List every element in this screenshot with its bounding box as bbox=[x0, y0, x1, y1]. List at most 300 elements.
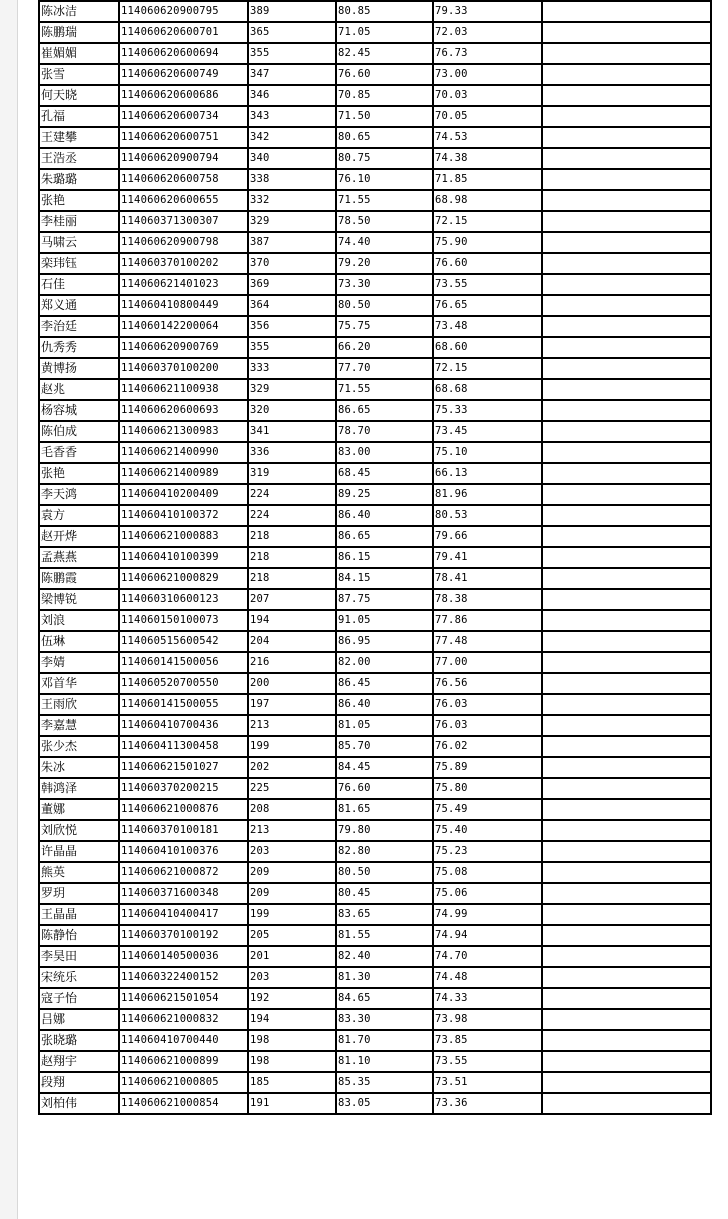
cell-written-score: 197 bbox=[248, 694, 336, 715]
cell-remark bbox=[542, 967, 711, 988]
cell-name: 郑义通 bbox=[39, 295, 119, 316]
cell-remark bbox=[542, 400, 711, 421]
table-row bbox=[39, 232, 711, 253]
cell-remark bbox=[542, 169, 711, 190]
cell-exam-id: 114060620600734 bbox=[119, 106, 248, 127]
cell-total-score: 74.99 bbox=[433, 904, 542, 925]
table-row bbox=[39, 925, 711, 946]
cell-total-score: 76.03 bbox=[433, 694, 542, 715]
cell-remark bbox=[542, 610, 711, 631]
cell-total-score: 79.66 bbox=[433, 526, 542, 547]
cell-written-score: 204 bbox=[248, 631, 336, 652]
cell-written-score: 192 bbox=[248, 988, 336, 1009]
cell-written-score: 342 bbox=[248, 127, 336, 148]
cell-total-score: 75.80 bbox=[433, 778, 542, 799]
cell-interview-score: 78.70 bbox=[336, 421, 433, 442]
table-row bbox=[39, 1009, 711, 1030]
cell-interview-score: 78.50 bbox=[336, 211, 433, 232]
cell-written-score: 329 bbox=[248, 379, 336, 400]
cell-exam-id: 114060370100192 bbox=[119, 925, 248, 946]
cell-name: 陈冰洁 bbox=[39, 1, 119, 22]
cell-interview-score: 79.20 bbox=[336, 253, 433, 274]
cell-interview-score: 71.50 bbox=[336, 106, 433, 127]
cell-interview-score: 80.75 bbox=[336, 148, 433, 169]
cell-name: 王晶晶 bbox=[39, 904, 119, 925]
cell-interview-score: 81.05 bbox=[336, 715, 433, 736]
table-row bbox=[39, 190, 711, 211]
cell-name: 毛香香 bbox=[39, 442, 119, 463]
cell-remark bbox=[542, 673, 711, 694]
cell-exam-id: 114060620900769 bbox=[119, 337, 248, 358]
cell-written-score: 191 bbox=[248, 1093, 336, 1114]
cell-exam-id: 114060621000876 bbox=[119, 799, 248, 820]
cell-interview-score: 84.15 bbox=[336, 568, 433, 589]
cell-name: 陈鹏霞 bbox=[39, 568, 119, 589]
table-row bbox=[39, 1051, 711, 1072]
table-row bbox=[39, 421, 711, 442]
cell-interview-score: 83.00 bbox=[336, 442, 433, 463]
cell-exam-id: 114060410100376 bbox=[119, 841, 248, 862]
cell-exam-id: 114060371300307 bbox=[119, 211, 248, 232]
table-row bbox=[39, 631, 711, 652]
cell-name: 何天晓 bbox=[39, 85, 119, 106]
cell-exam-id: 114060620600694 bbox=[119, 43, 248, 64]
cell-written-score: 347 bbox=[248, 64, 336, 85]
cell-interview-score: 82.40 bbox=[336, 946, 433, 967]
cell-interview-score: 91.05 bbox=[336, 610, 433, 631]
cell-interview-score: 84.65 bbox=[336, 988, 433, 1009]
cell-remark bbox=[542, 442, 711, 463]
cell-exam-id: 114060620600751 bbox=[119, 127, 248, 148]
cell-total-score: 73.55 bbox=[433, 274, 542, 295]
cell-written-score: 198 bbox=[248, 1051, 336, 1072]
cell-written-score: 389 bbox=[248, 1, 336, 22]
cell-written-score: 200 bbox=[248, 673, 336, 694]
cell-total-score: 72.03 bbox=[433, 22, 542, 43]
cell-remark bbox=[542, 106, 711, 127]
score-table-container bbox=[38, 0, 710, 1115]
cell-remark bbox=[542, 652, 711, 673]
cell-name: 朱璐璐 bbox=[39, 169, 119, 190]
cell-remark bbox=[542, 589, 711, 610]
cell-interview-score: 82.00 bbox=[336, 652, 433, 673]
cell-exam-id: 114060620600655 bbox=[119, 190, 248, 211]
cell-exam-id: 114060621000872 bbox=[119, 862, 248, 883]
cell-name: 宋统乐 bbox=[39, 967, 119, 988]
cell-total-score: 73.00 bbox=[433, 64, 542, 85]
cell-interview-score: 87.75 bbox=[336, 589, 433, 610]
cell-name: 朱冰 bbox=[39, 757, 119, 778]
cell-interview-score: 86.40 bbox=[336, 694, 433, 715]
cell-interview-score: 75.75 bbox=[336, 316, 433, 337]
cell-total-score: 75.90 bbox=[433, 232, 542, 253]
cell-exam-id: 114060141500055 bbox=[119, 694, 248, 715]
cell-total-score: 74.70 bbox=[433, 946, 542, 967]
cell-interview-score: 80.45 bbox=[336, 883, 433, 904]
cell-remark bbox=[542, 757, 711, 778]
table-row bbox=[39, 337, 711, 358]
cell-exam-id: 114060370100181 bbox=[119, 820, 248, 841]
cell-exam-id: 114060621000805 bbox=[119, 1072, 248, 1093]
cell-written-score: 213 bbox=[248, 715, 336, 736]
table-row bbox=[39, 841, 711, 862]
cell-total-score: 71.85 bbox=[433, 169, 542, 190]
table-row bbox=[39, 883, 711, 904]
cell-total-score: 76.03 bbox=[433, 715, 542, 736]
cell-total-score: 72.15 bbox=[433, 211, 542, 232]
cell-remark bbox=[542, 274, 711, 295]
cell-exam-id: 114060621000832 bbox=[119, 1009, 248, 1030]
table-row bbox=[39, 505, 711, 526]
cell-remark bbox=[542, 925, 711, 946]
table-row bbox=[39, 1093, 711, 1114]
table-row bbox=[39, 610, 711, 631]
table-row bbox=[39, 316, 711, 337]
cell-interview-score: 80.50 bbox=[336, 295, 433, 316]
cell-name: 赵翔宇 bbox=[39, 1051, 119, 1072]
cell-total-score: 81.96 bbox=[433, 484, 542, 505]
cell-written-score: 224 bbox=[248, 505, 336, 526]
cell-interview-score: 86.65 bbox=[336, 526, 433, 547]
cell-name: 石佳 bbox=[39, 274, 119, 295]
cell-total-score: 70.05 bbox=[433, 106, 542, 127]
cell-written-score: 218 bbox=[248, 526, 336, 547]
table-row bbox=[39, 1030, 711, 1051]
cell-exam-id: 114060141500056 bbox=[119, 652, 248, 673]
cell-name: 陈伯成 bbox=[39, 421, 119, 442]
cell-remark bbox=[542, 148, 711, 169]
cell-written-score: 205 bbox=[248, 925, 336, 946]
cell-remark bbox=[542, 253, 711, 274]
cell-name: 黄博扬 bbox=[39, 358, 119, 379]
cell-exam-id: 114060621000899 bbox=[119, 1051, 248, 1072]
cell-total-score: 68.98 bbox=[433, 190, 542, 211]
cell-written-score: 329 bbox=[248, 211, 336, 232]
cell-exam-id: 114060310600123 bbox=[119, 589, 248, 610]
cell-name: 王雨欣 bbox=[39, 694, 119, 715]
cell-total-score: 77.86 bbox=[433, 610, 542, 631]
cell-name: 董娜 bbox=[39, 799, 119, 820]
cell-written-score: 213 bbox=[248, 820, 336, 841]
cell-exam-id: 114060322400152 bbox=[119, 967, 248, 988]
table-row bbox=[39, 253, 711, 274]
cell-exam-id: 114060621501054 bbox=[119, 988, 248, 1009]
cell-remark bbox=[542, 631, 711, 652]
table-row bbox=[39, 799, 711, 820]
cell-interview-score: 86.95 bbox=[336, 631, 433, 652]
score-table-body bbox=[39, 1, 711, 1114]
cell-exam-id: 114060520700550 bbox=[119, 673, 248, 694]
cell-written-score: 343 bbox=[248, 106, 336, 127]
cell-interview-score: 85.70 bbox=[336, 736, 433, 757]
cell-interview-score: 86.45 bbox=[336, 673, 433, 694]
cell-written-score: 346 bbox=[248, 85, 336, 106]
cell-exam-id: 114060620600758 bbox=[119, 169, 248, 190]
cell-interview-score: 77.70 bbox=[336, 358, 433, 379]
cell-total-score: 76.60 bbox=[433, 253, 542, 274]
cell-written-score: 203 bbox=[248, 841, 336, 862]
cell-interview-score: 80.65 bbox=[336, 127, 433, 148]
cell-remark bbox=[542, 568, 711, 589]
table-row bbox=[39, 694, 711, 715]
cell-interview-score: 81.30 bbox=[336, 967, 433, 988]
cell-written-score: 338 bbox=[248, 169, 336, 190]
table-row bbox=[39, 358, 711, 379]
cell-written-score: 341 bbox=[248, 421, 336, 442]
cell-interview-score: 82.80 bbox=[336, 841, 433, 862]
cell-interview-score: 73.30 bbox=[336, 274, 433, 295]
score-table bbox=[38, 0, 712, 1115]
cell-remark bbox=[542, 463, 711, 484]
cell-exam-id: 114060370200215 bbox=[119, 778, 248, 799]
cell-interview-score: 71.05 bbox=[336, 22, 433, 43]
table-row bbox=[39, 715, 711, 736]
cell-remark bbox=[542, 505, 711, 526]
cell-total-score: 75.23 bbox=[433, 841, 542, 862]
table-row bbox=[39, 820, 711, 841]
cell-total-score: 75.89 bbox=[433, 757, 542, 778]
cell-exam-id: 114060370100202 bbox=[119, 253, 248, 274]
table-row bbox=[39, 463, 711, 484]
cell-exam-id: 114060410100399 bbox=[119, 547, 248, 568]
cell-interview-score: 70.85 bbox=[336, 85, 433, 106]
cell-total-score: 75.10 bbox=[433, 442, 542, 463]
cell-total-score: 74.48 bbox=[433, 967, 542, 988]
cell-remark bbox=[542, 295, 711, 316]
table-row bbox=[39, 967, 711, 988]
cell-name: 刘柏伟 bbox=[39, 1093, 119, 1114]
cell-total-score: 78.38 bbox=[433, 589, 542, 610]
cell-written-score: 207 bbox=[248, 589, 336, 610]
cell-exam-id: 114060410200409 bbox=[119, 484, 248, 505]
cell-interview-score: 86.40 bbox=[336, 505, 433, 526]
cell-name: 许晶晶 bbox=[39, 841, 119, 862]
cell-interview-score: 86.15 bbox=[336, 547, 433, 568]
table-row bbox=[39, 106, 711, 127]
table-row bbox=[39, 85, 711, 106]
cell-interview-score: 81.10 bbox=[336, 1051, 433, 1072]
cell-name: 李昊田 bbox=[39, 946, 119, 967]
cell-exam-id: 114060621401023 bbox=[119, 274, 248, 295]
cell-remark bbox=[542, 316, 711, 337]
cell-name: 孟燕燕 bbox=[39, 547, 119, 568]
table-row bbox=[39, 43, 711, 64]
cell-total-score: 73.48 bbox=[433, 316, 542, 337]
table-row bbox=[39, 211, 711, 232]
cell-total-score: 79.33 bbox=[433, 1, 542, 22]
cell-remark bbox=[542, 1072, 711, 1093]
cell-exam-id: 114060515600542 bbox=[119, 631, 248, 652]
cell-interview-score: 82.45 bbox=[336, 43, 433, 64]
cell-exam-id: 114060621400990 bbox=[119, 442, 248, 463]
cell-interview-score: 80.85 bbox=[336, 1, 433, 22]
cell-total-score: 73.45 bbox=[433, 421, 542, 442]
cell-exam-id: 114060621000883 bbox=[119, 526, 248, 547]
cell-written-score: 365 bbox=[248, 22, 336, 43]
cell-remark bbox=[542, 1009, 711, 1030]
cell-interview-score: 76.10 bbox=[336, 169, 433, 190]
cell-remark bbox=[542, 1030, 711, 1051]
cell-remark bbox=[542, 883, 711, 904]
cell-interview-score: 85.35 bbox=[336, 1072, 433, 1093]
cell-name: 韩鸿泽 bbox=[39, 778, 119, 799]
cell-written-score: 209 bbox=[248, 883, 336, 904]
cell-remark bbox=[542, 547, 711, 568]
cell-name: 李桂丽 bbox=[39, 211, 119, 232]
cell-name: 张少杰 bbox=[39, 736, 119, 757]
cell-exam-id: 114060371600348 bbox=[119, 883, 248, 904]
cell-written-score: 194 bbox=[248, 1009, 336, 1030]
cell-total-score: 73.85 bbox=[433, 1030, 542, 1051]
cell-remark bbox=[542, 22, 711, 43]
cell-remark bbox=[542, 526, 711, 547]
table-row bbox=[39, 757, 711, 778]
cell-name: 吕娜 bbox=[39, 1009, 119, 1030]
cell-written-score: 369 bbox=[248, 274, 336, 295]
cell-exam-id: 114060150100073 bbox=[119, 610, 248, 631]
table-row bbox=[39, 778, 711, 799]
cell-total-score: 68.68 bbox=[433, 379, 542, 400]
table-row bbox=[39, 295, 711, 316]
cell-written-score: 336 bbox=[248, 442, 336, 463]
cell-total-score: 68.60 bbox=[433, 337, 542, 358]
table-row bbox=[39, 1072, 711, 1093]
cell-written-score: 218 bbox=[248, 547, 336, 568]
cell-exam-id: 114060410400417 bbox=[119, 904, 248, 925]
table-row bbox=[39, 400, 711, 421]
cell-exam-id: 114060411300458 bbox=[119, 736, 248, 757]
cell-exam-id: 114060410700440 bbox=[119, 1030, 248, 1051]
cell-remark bbox=[542, 715, 711, 736]
cell-name: 李天鸿 bbox=[39, 484, 119, 505]
cell-total-score: 75.33 bbox=[433, 400, 542, 421]
table-row bbox=[39, 442, 711, 463]
cell-written-score: 224 bbox=[248, 484, 336, 505]
cell-written-score: 387 bbox=[248, 232, 336, 253]
cell-exam-id: 114060621400989 bbox=[119, 463, 248, 484]
cell-remark bbox=[542, 190, 711, 211]
cell-name: 伍琳 bbox=[39, 631, 119, 652]
cell-total-score: 70.03 bbox=[433, 85, 542, 106]
cell-written-score: 370 bbox=[248, 253, 336, 274]
cell-exam-id: 114060621000829 bbox=[119, 568, 248, 589]
cell-name: 仇秀秀 bbox=[39, 337, 119, 358]
cell-name: 马啸云 bbox=[39, 232, 119, 253]
cell-remark bbox=[542, 337, 711, 358]
cell-interview-score: 83.30 bbox=[336, 1009, 433, 1030]
cell-name: 李婧 bbox=[39, 652, 119, 673]
cell-remark bbox=[542, 820, 711, 841]
cell-interview-score: 89.25 bbox=[336, 484, 433, 505]
table-row bbox=[39, 148, 711, 169]
table-row bbox=[39, 946, 711, 967]
cell-total-score: 76.56 bbox=[433, 673, 542, 694]
cell-total-score: 75.06 bbox=[433, 883, 542, 904]
cell-remark bbox=[542, 946, 711, 967]
cell-total-score: 75.49 bbox=[433, 799, 542, 820]
cell-written-score: 202 bbox=[248, 757, 336, 778]
cell-total-score: 74.38 bbox=[433, 148, 542, 169]
cell-interview-score: 83.65 bbox=[336, 904, 433, 925]
table-row bbox=[39, 736, 711, 757]
cell-written-score: 216 bbox=[248, 652, 336, 673]
cell-name: 崔媚媚 bbox=[39, 43, 119, 64]
cell-interview-score: 68.45 bbox=[336, 463, 433, 484]
cell-name: 王浩丞 bbox=[39, 148, 119, 169]
cell-name: 刘欣悦 bbox=[39, 820, 119, 841]
cell-total-score: 79.41 bbox=[433, 547, 542, 568]
cell-remark bbox=[542, 127, 711, 148]
table-row bbox=[39, 526, 711, 547]
cell-written-score: 203 bbox=[248, 967, 336, 988]
cell-remark bbox=[542, 43, 711, 64]
cell-total-score: 73.98 bbox=[433, 1009, 542, 1030]
cell-name: 张晓璐 bbox=[39, 1030, 119, 1051]
cell-interview-score: 66.20 bbox=[336, 337, 433, 358]
table-row bbox=[39, 484, 711, 505]
cell-interview-score: 76.60 bbox=[336, 64, 433, 85]
cell-exam-id: 114060620600686 bbox=[119, 85, 248, 106]
cell-name: 梁博锐 bbox=[39, 589, 119, 610]
cell-interview-score: 74.40 bbox=[336, 232, 433, 253]
cell-exam-id: 114060410100372 bbox=[119, 505, 248, 526]
cell-name: 邓首华 bbox=[39, 673, 119, 694]
cell-name: 熊英 bbox=[39, 862, 119, 883]
table-row bbox=[39, 127, 711, 148]
cell-written-score: 364 bbox=[248, 295, 336, 316]
cell-written-score: 199 bbox=[248, 904, 336, 925]
cell-total-score: 77.00 bbox=[433, 652, 542, 673]
cell-exam-id: 114060620900795 bbox=[119, 1, 248, 22]
cell-remark bbox=[542, 358, 711, 379]
cell-written-score: 332 bbox=[248, 190, 336, 211]
cell-interview-score: 83.05 bbox=[336, 1093, 433, 1114]
cell-total-score: 78.41 bbox=[433, 568, 542, 589]
cell-remark bbox=[542, 988, 711, 1009]
cell-total-score: 74.33 bbox=[433, 988, 542, 1009]
cell-written-score: 218 bbox=[248, 568, 336, 589]
cell-total-score: 76.02 bbox=[433, 736, 542, 757]
cell-written-score: 201 bbox=[248, 946, 336, 967]
cell-total-score: 73.36 bbox=[433, 1093, 542, 1114]
cell-name: 张艳 bbox=[39, 463, 119, 484]
cell-written-score: 319 bbox=[248, 463, 336, 484]
cell-interview-score: 86.65 bbox=[336, 400, 433, 421]
cell-name: 李治廷 bbox=[39, 316, 119, 337]
cell-written-score: 356 bbox=[248, 316, 336, 337]
table-row bbox=[39, 862, 711, 883]
cell-exam-id: 114060620900798 bbox=[119, 232, 248, 253]
cell-total-score: 74.94 bbox=[433, 925, 542, 946]
cell-exam-id: 114060620600693 bbox=[119, 400, 248, 421]
cell-remark bbox=[542, 64, 711, 85]
cell-interview-score: 79.80 bbox=[336, 820, 433, 841]
table-row bbox=[39, 568, 711, 589]
cell-name: 赵兆 bbox=[39, 379, 119, 400]
cell-name: 张艳 bbox=[39, 190, 119, 211]
cell-name: 陈静怡 bbox=[39, 925, 119, 946]
cell-interview-score: 80.50 bbox=[336, 862, 433, 883]
cell-name: 孔福 bbox=[39, 106, 119, 127]
cell-remark bbox=[542, 1, 711, 22]
cell-name: 张雪 bbox=[39, 64, 119, 85]
cell-name: 罗玥 bbox=[39, 883, 119, 904]
cell-interview-score: 81.70 bbox=[336, 1030, 433, 1051]
cell-interview-score: 81.65 bbox=[336, 799, 433, 820]
table-row bbox=[39, 274, 711, 295]
table-row bbox=[39, 547, 711, 568]
cell-remark bbox=[542, 1093, 711, 1114]
